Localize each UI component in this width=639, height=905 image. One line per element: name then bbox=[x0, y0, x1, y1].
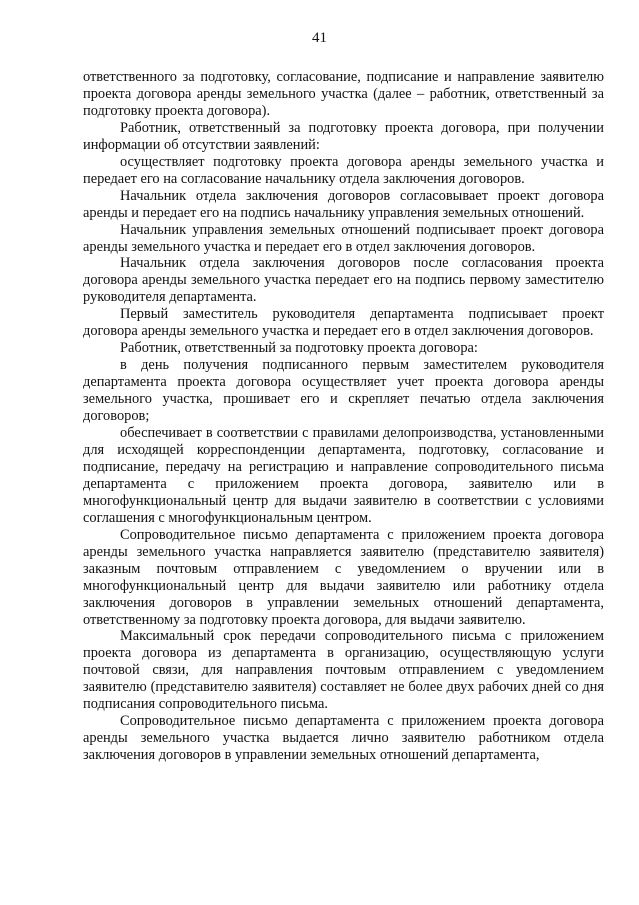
paragraph-11: Сопроводительное письмо департамента с приложением проекта договора аренды земельного участка направляется заявителю (представителю заявителя) заказным почтовым отправлением с уведомлением о вручении или в многофункциональный центр для выдачи заявителю или работнику отдела заключения договоров в управлении земельных отношений департамента, ответственному за подготовку проекта договора, для выдачи заявителю. bbox=[83, 526, 604, 628]
paragraph-5: Начальник управления земельных отношений подписывает проект договора аренды земельного участка и передает его в отдел заключения договоров. bbox=[83, 221, 604, 255]
paragraph-3: осуществляет подготовку проекта договора аренды земельного участка и передает его на согласование начальнику отдела заключения договоров. bbox=[83, 153, 604, 187]
paragraph-2: Работник, ответственный за подготовку проекта договора, при получении информации об отсутствии заявлений: bbox=[83, 119, 604, 153]
paragraph-13: Сопроводительное письмо департамента с приложением проекта договора аренды земельного участка выдается лично заявителю работником отдела заключения договоров в управлении земельных отношений департамента, bbox=[83, 713, 604, 764]
paragraph-9: в день получения подписанного первым заместителем руководителя департамента проекта договора осуществляет учет проекта договора аренды земельного участка, прошивает его и скрепляет печатью отдела заключения договоров; bbox=[83, 357, 604, 425]
paragraph-12: Максимальный срок передачи сопроводительного письма с приложением проекта договора из департамента в организацию, осуществляющую услуги почтовой связи, для направления почтовым отправлением с уведомлением заявителю (представителю заявителя) составляет не более двух рабочих дней со дня подписания сопроводительного письма. bbox=[83, 628, 604, 713]
paragraph-8: Работник, ответственный за подготовку проекта договора: bbox=[120, 340, 478, 357]
paragraph-10: обеспечивает в соответствии с правилами делопроизводства, установленными для исходящей корреспонденции департамента, подготовку, согласование и подписание, передачу на регистрацию и направление сопроводительного письма департамента с приложением проекта договора, заявителю или в многофункциональный центр для выдачи заявителю в соответствии с условиями соглашения с многофункциональным центром. bbox=[83, 425, 604, 526]
paragraph-1: ответственного за подготовку, согласование, подписание и направление заявителю проекта договора аренды земельного участка (далее – работник, ответственный за подготовку проекта договора). bbox=[83, 69, 604, 119]
paragraph-4: Начальник отдела заключения договоров согласовывает проект договора аренды и передает его на подпись начальнику управления земельных отношений. bbox=[83, 187, 604, 221]
page-number: 41 bbox=[312, 30, 327, 46]
paragraph-6: Начальник отдела заключения договоров после согласования проекта договора аренды земельного участка передает его на подпись первому заместителю руководителя департамента. bbox=[83, 255, 604, 306]
document-body bbox=[83, 69, 604, 764]
paragraph-7: Первый заместитель руководителя департамента подписывает проект договора аренды земельного участка и передает его в отдел заключения договоров. bbox=[83, 306, 604, 340]
